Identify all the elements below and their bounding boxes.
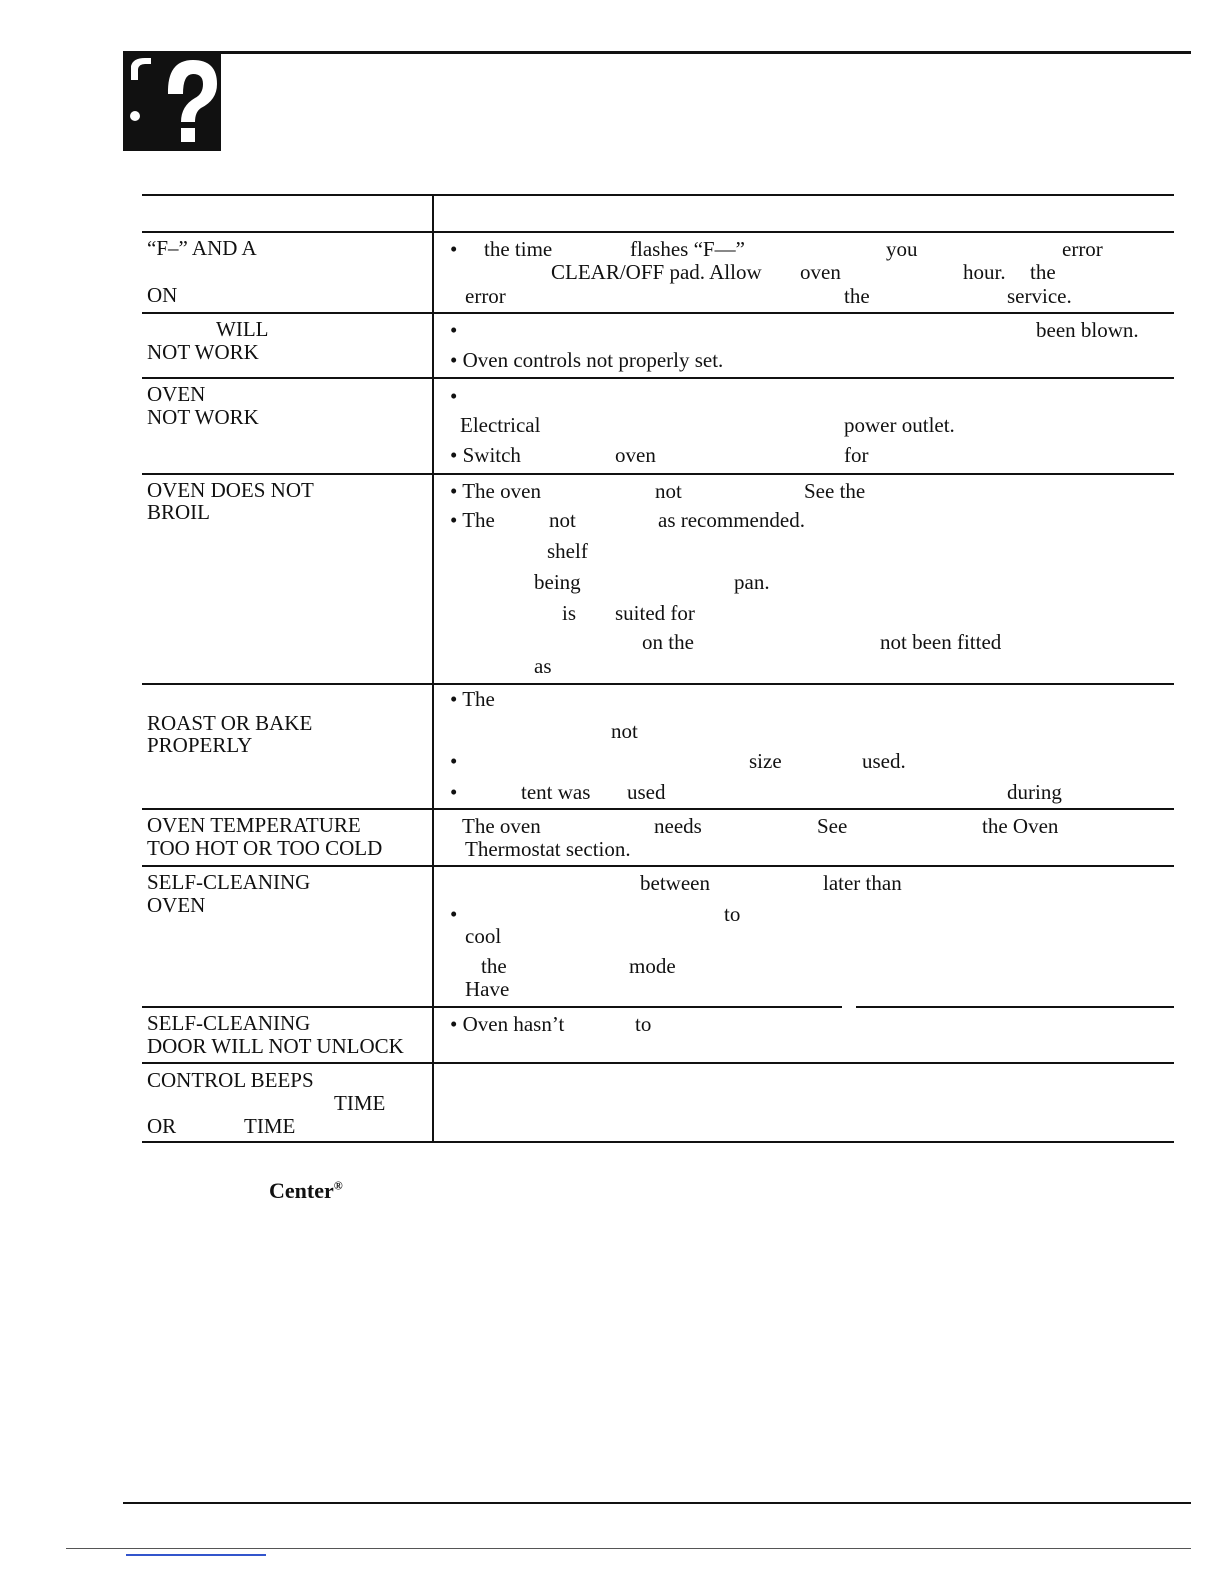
problem-label: DOOR WILL NOT UNLOCK <box>147 1034 404 1058</box>
problem-label: NOT WORK <box>147 405 259 429</box>
cause-text: the <box>481 954 507 978</box>
problem-label: TOO HOT OR TOO COLD <box>147 836 383 860</box>
problem-label: TIME <box>244 1114 296 1138</box>
footer-link-bar <box>126 1554 266 1556</box>
cause-text: error <box>465 284 506 308</box>
problem-label: OVEN TEMPERATURE <box>147 813 361 837</box>
cause-text: shelf <box>547 539 588 563</box>
page-edge-rule <box>66 1548 1191 1549</box>
table-bottom-rule <box>142 1141 1174 1143</box>
cause-text: cool <box>465 924 502 948</box>
cause-text: the Oven <box>982 814 1059 838</box>
cause-text: • <box>450 318 458 342</box>
row-rule <box>856 1006 1174 1008</box>
cause-text: • Oven hasn’t <box>450 1012 565 1036</box>
registered-mark: ® <box>333 1178 343 1193</box>
cause-text: as <box>534 654 552 678</box>
table-header-rule <box>142 231 1174 233</box>
cause-text: been blown. <box>1036 318 1139 342</box>
cause-text: to <box>635 1012 652 1036</box>
problem-label: ROAST OR BAKE <box>147 711 313 735</box>
row-rule <box>142 1006 842 1008</box>
problem-label: OVEN <box>147 893 206 917</box>
cause-text: flashes “F—” <box>630 237 745 261</box>
cause-text: during <box>1007 780 1062 804</box>
table-top-rule <box>142 194 1174 196</box>
cause-text: power outlet. <box>844 413 955 437</box>
top-rule <box>123 51 1191 54</box>
cause-text: • <box>450 384 458 408</box>
cause-text: for <box>844 443 869 467</box>
cause-text: error <box>1062 237 1103 261</box>
cause-text: used <box>627 780 666 804</box>
cause-text: mode <box>629 954 676 978</box>
cause-text: size <box>749 749 782 773</box>
cause-text: on the <box>642 630 694 654</box>
cause-text: used. <box>862 749 906 773</box>
cause-text: The oven <box>462 814 541 838</box>
row-rule <box>142 377 1174 379</box>
cause-text: • The <box>450 687 495 711</box>
row-rule <box>142 865 1174 867</box>
problem-label: SELF-CLEANING <box>147 870 311 894</box>
cause-text: See the <box>804 479 866 503</box>
cause-text: • The oven <box>450 479 541 503</box>
table-column-divider <box>432 194 434 1143</box>
cause-text: oven <box>615 443 656 467</box>
cause-text: not <box>611 719 638 743</box>
cause-text: • <box>450 780 458 804</box>
problem-label: ON <box>147 283 178 307</box>
bottom-rule <box>123 1502 1191 1504</box>
cause-text: See <box>817 814 848 838</box>
cause-text: • Switch <box>450 443 521 467</box>
cause-text: the time <box>484 237 553 261</box>
cause-text: hour. <box>963 260 1006 284</box>
cause-text: • <box>450 749 458 773</box>
row-rule <box>142 473 1174 475</box>
cause-text: to <box>724 902 741 926</box>
problem-label: CONTROL BEEPS <box>147 1068 314 1092</box>
cause-text: • Oven controls not properly set. <box>450 348 724 372</box>
row-rule <box>142 312 1174 314</box>
cause-text: Thermostat section. <box>465 837 631 861</box>
row-rule <box>142 808 1174 810</box>
cause-text: • The <box>450 508 495 532</box>
problem-label: BROIL <box>147 500 210 524</box>
cause-text: oven <box>800 260 841 284</box>
cause-text: • <box>450 902 458 926</box>
cause-text: pan. <box>734 570 770 594</box>
row-rule <box>142 1062 1174 1064</box>
row-rule <box>142 683 1174 685</box>
cause-text: suited for <box>615 601 695 625</box>
cause-text: between <box>640 871 710 895</box>
cause-text: the <box>1030 260 1056 284</box>
problem-label: OR <box>147 1114 177 1138</box>
problem-label: OVEN DOES NOT <box>147 478 314 502</box>
problem-label: “F–” AND A <box>147 236 257 260</box>
problem-label: TIME <box>334 1091 386 1115</box>
cause-text: • <box>450 237 458 261</box>
cause-text: is <box>562 601 577 625</box>
problem-label: OVEN <box>147 382 206 406</box>
cause-text: CLEAR/OFF pad. Allow <box>551 260 762 284</box>
problem-label: SELF-CLEANING <box>147 1011 311 1035</box>
cause-text: service. <box>1007 284 1072 308</box>
cause-text: Electrical <box>460 413 541 437</box>
problem-label: PROPERLY <box>147 733 253 757</box>
cause-text: not <box>549 508 576 532</box>
cause-text: not <box>655 479 682 503</box>
cause-text: not been fitted <box>880 630 1002 654</box>
cause-text: tent was <box>521 780 591 804</box>
cause-text: Have <box>465 977 510 1001</box>
problem-label: NOT WORK <box>147 340 259 364</box>
cause-text: you <box>886 237 918 261</box>
question-mark-logo-icon <box>123 54 221 151</box>
cause-text: being <box>534 570 581 594</box>
center-label: Center® <box>269 1178 343 1203</box>
cause-text: the <box>844 284 870 308</box>
cause-text: later than <box>823 871 902 895</box>
cause-text: needs <box>654 814 702 838</box>
cause-text: as recommended. <box>658 508 805 532</box>
problem-label: WILL <box>216 317 269 341</box>
